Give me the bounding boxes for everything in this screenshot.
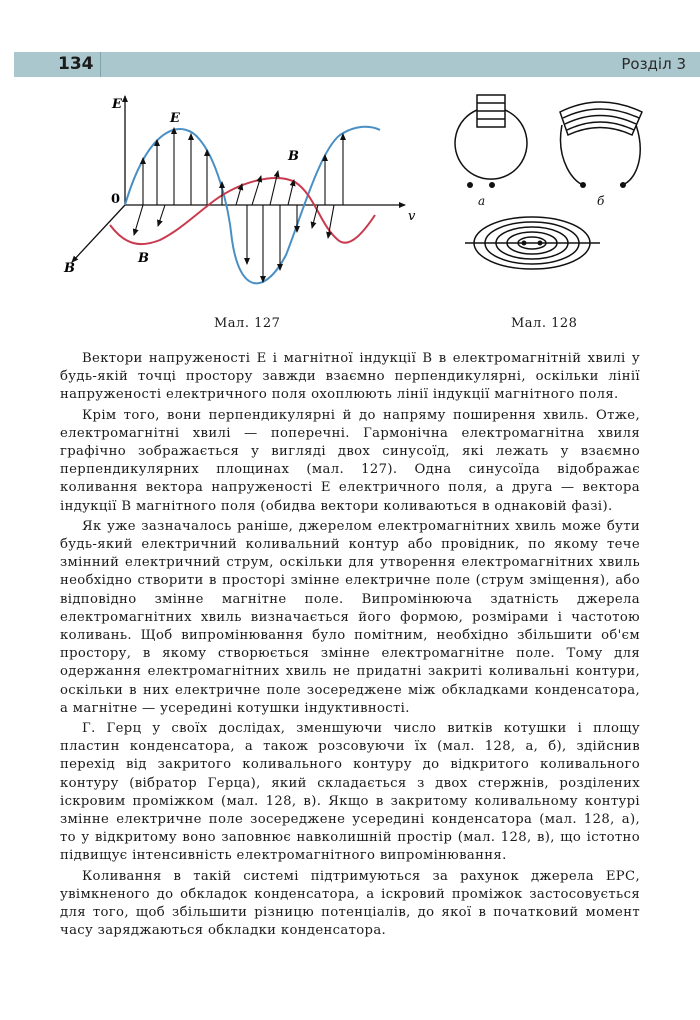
b-wave: [110, 178, 375, 244]
figure-128: [455, 95, 642, 269]
section-title: Розділ 3: [621, 55, 686, 73]
paragraph: Вектори напруженості E і магнітної індукції B в електромагнітній хвилі у будь-якій точці простору завжди взаємно перпендикулярні, оскільки лінії напруженості електричного поля охоплюють лінії індукції магнітного поля.: [60, 351, 640, 403]
label-a: а: [478, 194, 486, 208]
origin-label: 0: [111, 192, 121, 207]
coil-b: [560, 102, 642, 135]
e-axis-label: E: [112, 97, 122, 112]
caption-fig-127: Мал. 127: [214, 316, 281, 331]
b-vector-label-top: B: [288, 149, 299, 164]
page-number: 134: [58, 54, 94, 74]
label-b: б: [597, 194, 605, 208]
b-vector-label-bottom: B: [138, 251, 149, 266]
caption-fig-128: Мал. 128: [511, 316, 578, 331]
paragraph: Крім того, вони перпендикулярні й до напряму поширення хвиль. Отже, електромагнітні хвилі — поперечні. Гармонічна електромагнітна хвиля графічно зображається у вигляді двох синусоїд, які лежать у взаємно перпендикулярних площинах (мал. 127). Одна синусоїда відображає коливання вектора напруженості E електричного поля, а друга — вектора індукції B магнітного поля (обидва вектори коливаються в однаковій фазі).: [60, 407, 640, 514]
v-axis-label: v: [408, 209, 416, 224]
page-header: [14, 52, 700, 77]
paragraph: Коливання в такій системі підтримуються за рахунок джерела ЕРС, увімкненого до обкладок конденсатора, а іскровий проміжок застосовується для того, щоб збільшити різницю потенціалів, до якої в початковий момент часу заряджаються обкладки конденсатора.: [60, 868, 640, 939]
b-axis-label: B: [64, 261, 75, 276]
paragraph: Г. Герц у своїх дослідах, зменшуючи число витків котушки і площу пластин конденсатора, а також розсовуючи їх (мал. 128, а, б), здійснив перехід від закритого коливального контуру до відкритого коливального контуру (вібратор Герца), який складається з двох стержнів, розділених іскровим проміжком (мал. 128, в). Якщо в закритому коливальному контурі змінне електричне поле зосереджене усередині конденсатора (мал. 128, а), то у відкритому воно заповнює навколишній простір (мал. 128, в), що істотно підвищує інтенсивність електромагнітного випромінювання.: [60, 721, 640, 864]
e-vector-label: E: [170, 111, 180, 126]
body-text: [60, 350, 640, 941]
paragraph: Як уже зазначалось раніше, джерелом електромагнітних хвиль може бути будь-який електричний коливальний контур або провідник, по якому тече змінний електричний струм, оскільки для утворення електромагнітних хвиль необхідно створити в просторі змінне електричне поле (струм зміщення), або відповідно змінне магнітне поле. Випромінююча здатність джерела електромагнітних хвиль визначається його формою, розмірами і частотою коливань. Щоб випромінювання було помітним, необхідно збільшити об'єм простору, в якому створюється змінне електромагнітне поле. Тому для одержання електромагнітних хвиль не придатні закриті коливальні контури, оскільки в них електричне поле зосереджене між обкладками конденсатора, а магнітне — усередині котушки індуктивності.: [60, 518, 640, 716]
hertz-vibrator-field: [465, 217, 600, 269]
figures: [0, 80, 700, 315]
figure-127: [63, 96, 416, 283]
header-divider: [100, 52, 101, 77]
